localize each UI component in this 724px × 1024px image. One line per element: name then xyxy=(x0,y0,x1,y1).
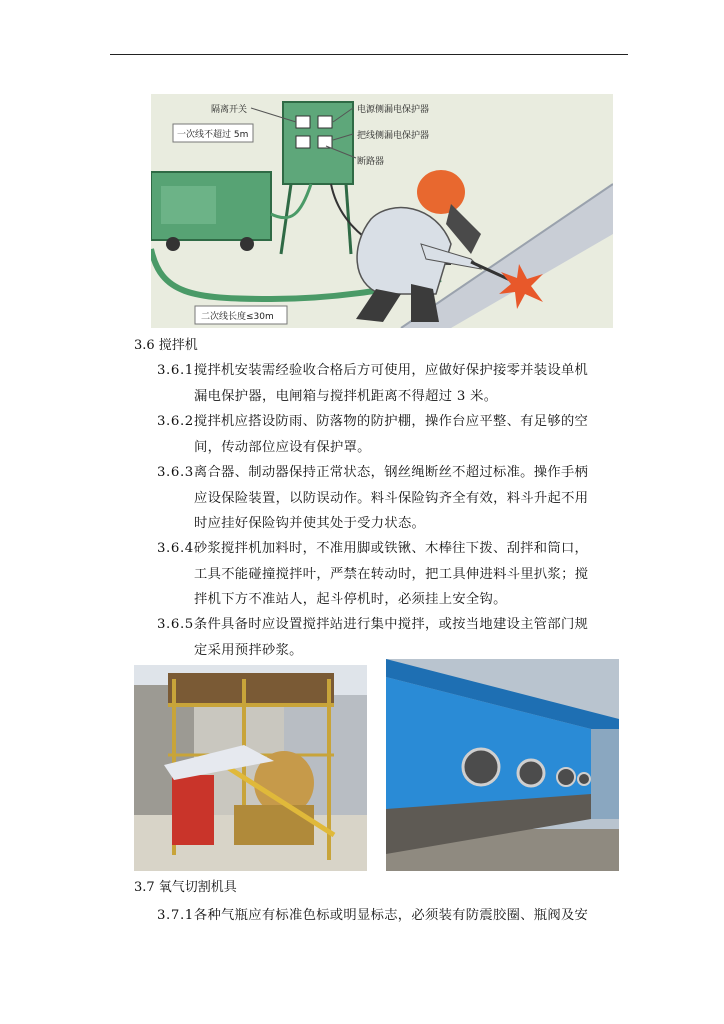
mixing-station-photo xyxy=(386,659,619,871)
paragraph-text: 间，传动部位应设有保护罩。 xyxy=(194,439,371,455)
label-primary-line: 一次线不超过 5m xyxy=(177,130,249,140)
paragraph-number: 3.6.3 xyxy=(157,465,194,480)
label-isolation-switch: 隔离开关 xyxy=(211,105,248,115)
section-heading-3-7: 3.7 氧气切割机具 xyxy=(134,880,237,895)
mixer-shed-photo xyxy=(134,665,367,871)
paragraph-number: 3.7.1 xyxy=(157,908,194,923)
paragraph-3-7-1 xyxy=(157,903,637,929)
paragraph-text: 应设保险装置，以防误动作。料斗保险钩齐全有效，料斗升起不用 xyxy=(194,490,589,506)
welding-safety-illustration xyxy=(151,94,613,328)
paragraph-number: 3.6.1 xyxy=(157,363,194,378)
paragraph-number: 3.6.2 xyxy=(157,414,194,429)
paragraph-3-6-3 xyxy=(157,460,633,537)
header-rule xyxy=(110,54,628,55)
label-power-leakage-protector: 电源侧漏电保护器 xyxy=(357,105,430,115)
paragraph-number: 3.6.5 xyxy=(157,617,194,632)
paragraph-text: 离合器、制动器保持正常状态，钢丝绳断丝不超过标准。操作手柄 xyxy=(193,465,589,480)
paragraph-number: 3.6.4 xyxy=(157,541,194,556)
paragraph-3-6-1 xyxy=(157,358,633,409)
paragraph-text: 砂浆搅拌机加料时，不准用脚或铁锹、木棒往下拨、刮拌和筒口， xyxy=(193,541,589,556)
paragraph-3-6-4 xyxy=(157,536,633,613)
paragraph-text: 搅拌机安装需经验收合格后方可使用，应做好保护接零并装设单机 xyxy=(193,363,589,378)
paragraph-text: 工具不能碰撞搅拌叶，严禁在转动时，把工具伸进料斗里扒浆；搅 xyxy=(194,566,589,582)
paragraph-text: 定采用预拌砂浆。 xyxy=(194,642,303,658)
paragraph-text: 时应挂好保险钩并使其处于受力状态。 xyxy=(194,516,426,531)
label-breaker: 断路器 xyxy=(357,157,385,167)
paragraph-text: 拌机下方不准站人，起斗停机时，必须挂上安全钩。 xyxy=(194,592,507,607)
section-heading-3-6: 3.6 搅拌机 xyxy=(134,338,198,353)
paragraph-3-6-5 xyxy=(157,612,633,663)
label-weld-leakage-protector: 把线侧漏电保护器 xyxy=(357,131,430,141)
paragraph-text: 搅拌机应搭设防雨、防落物的防护棚，操作台应平整、有足够的空 xyxy=(193,414,589,429)
paragraph-text: 条件具备时应设置搅拌站进行集中搅拌，或按当地建设主管部门规 xyxy=(193,617,589,632)
label-secondary-line: 二次线长度≤30m xyxy=(201,312,274,322)
paragraph-text: 漏电保护器，电闸箱与搅拌机距离不得超过 3 米。 xyxy=(194,388,498,404)
paragraph-text: 各种气瓶应有标准色标或明显标志，必须装有防震胶圈、瓶阀及安 xyxy=(193,908,589,923)
paragraph-3-6-2 xyxy=(157,409,633,460)
